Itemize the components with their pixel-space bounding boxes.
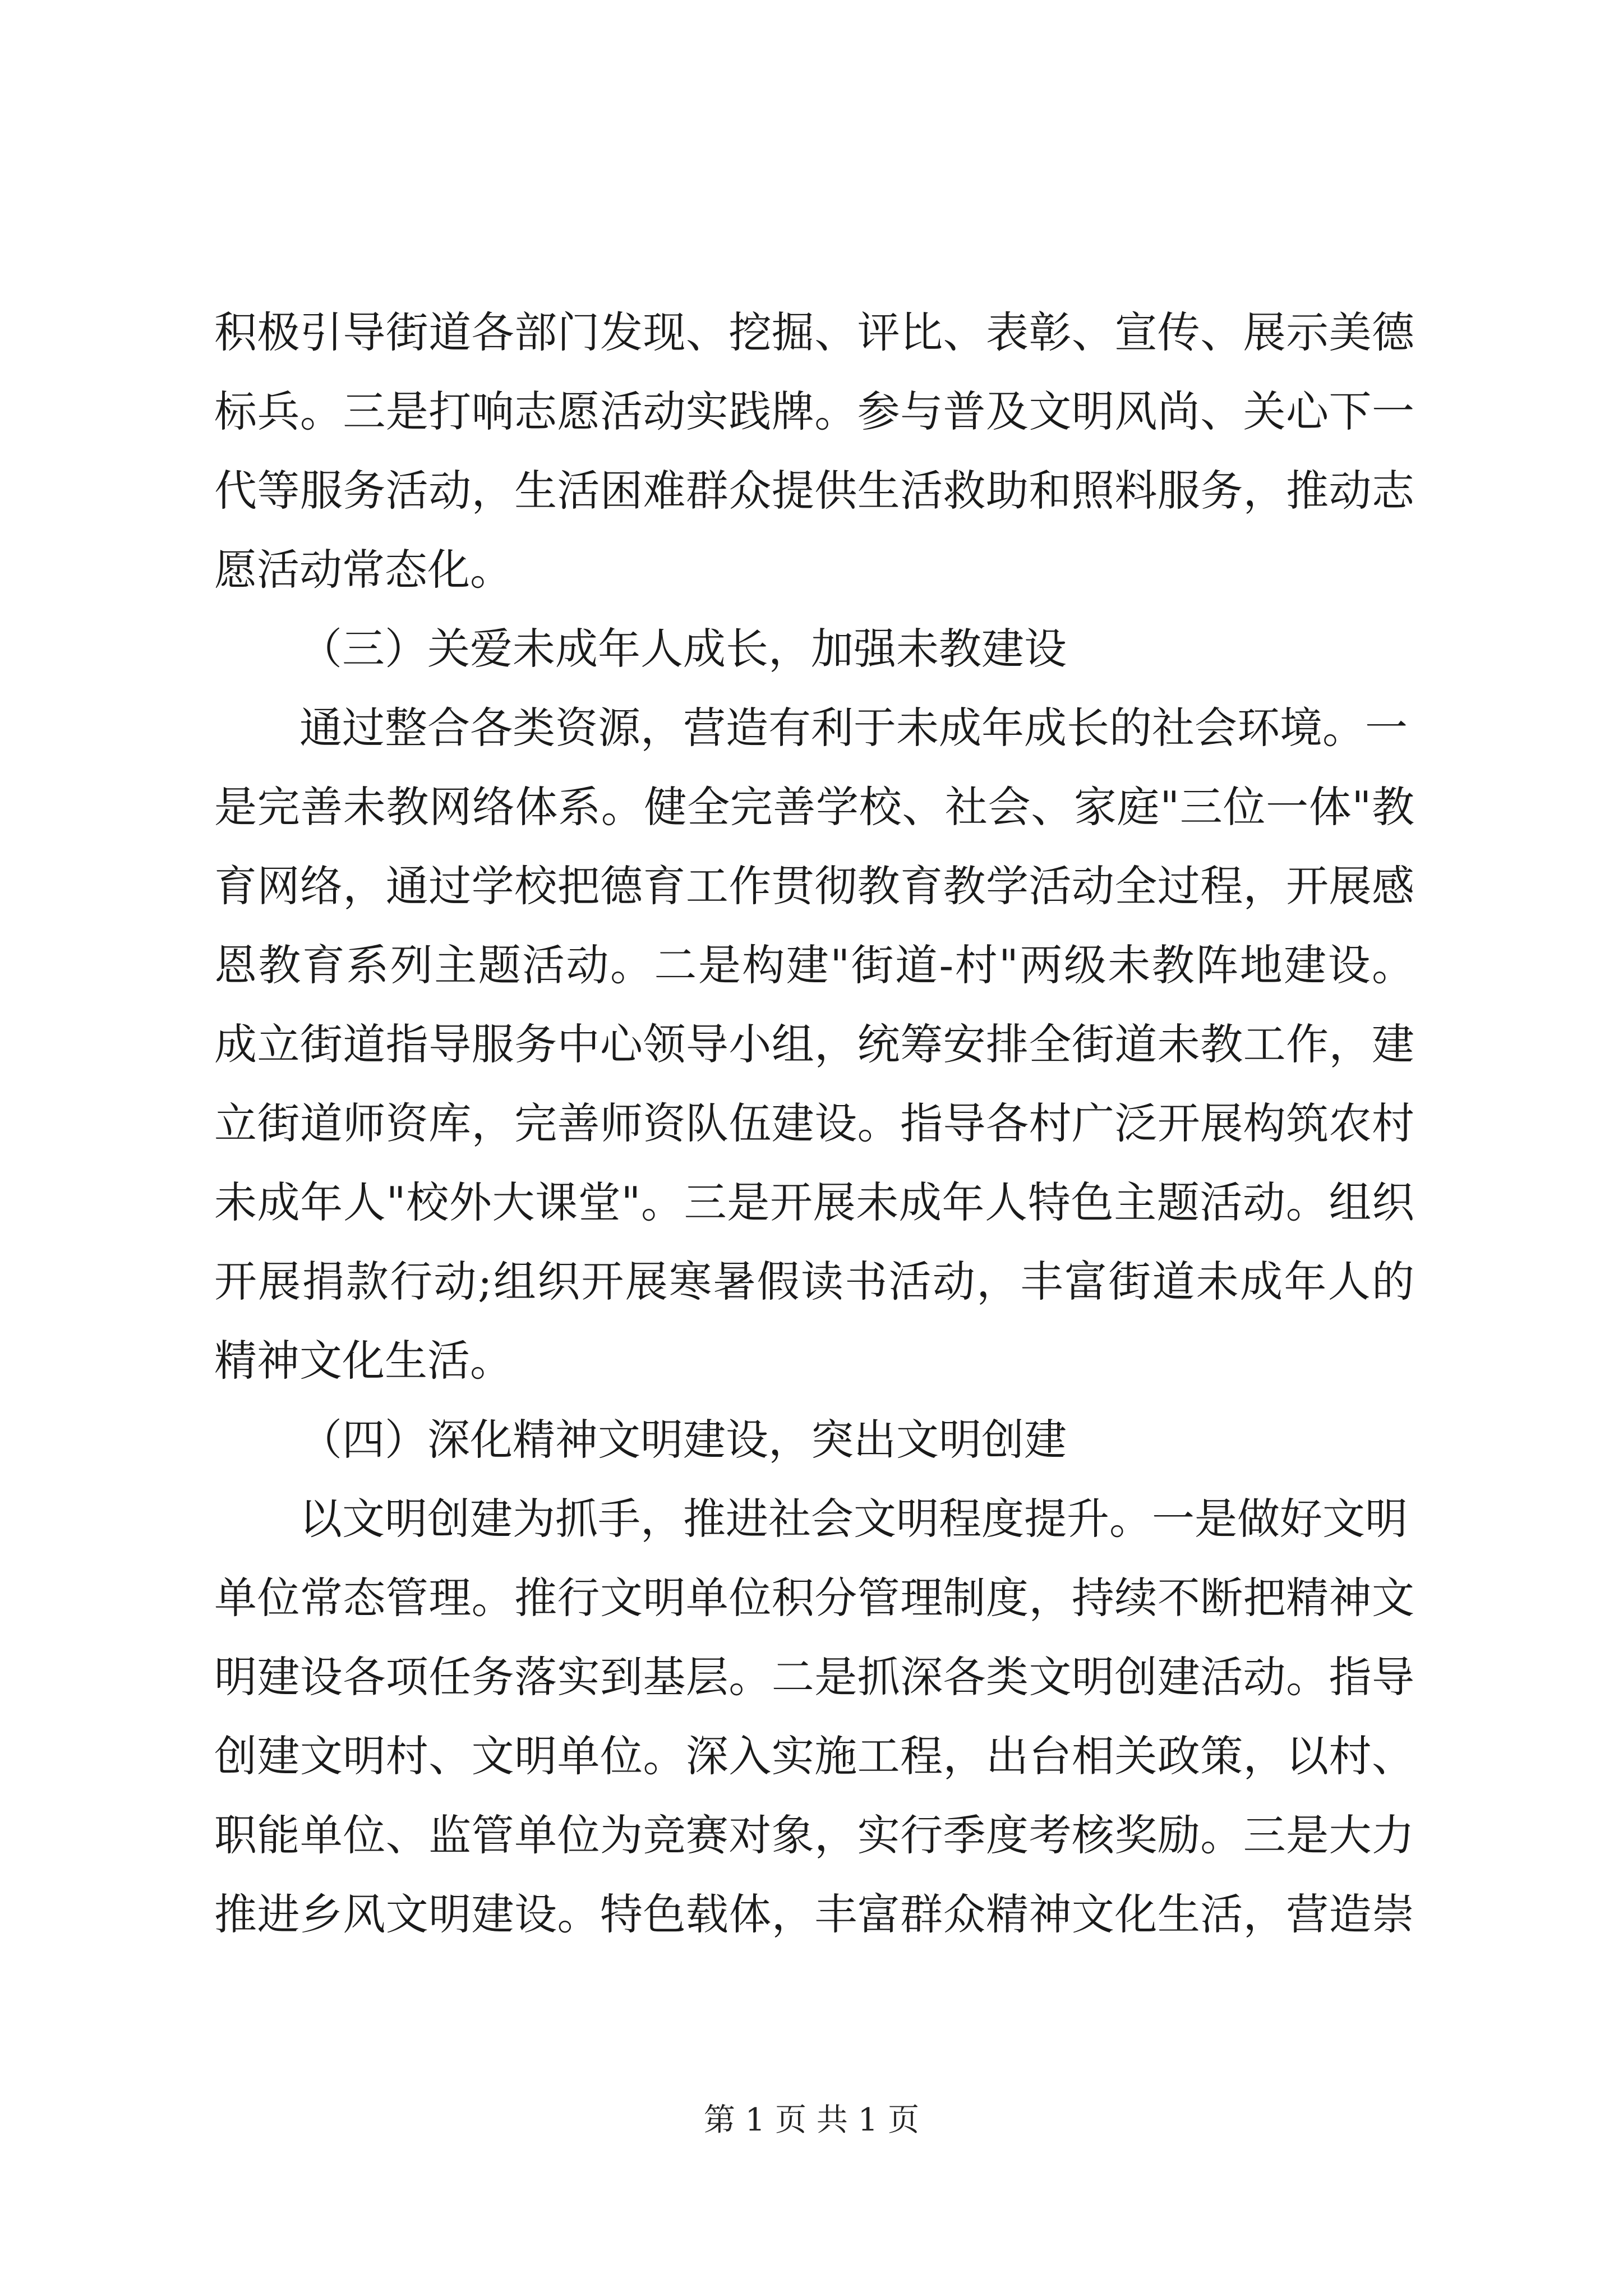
body-line: 恩教育系列主题活动。二是构建"街道-村"两级未教阵地建设。 [214, 940, 1414, 990]
body-line: 积极引导街道各部门发现、挖掘、评比、表彰、宣传、展示美德 [214, 307, 1414, 357]
body-line: 创建文明村、文明单位。深入实施工程，出台相关政策，以村、 [214, 1731, 1414, 1781]
body-line: 精神文化生活。 [214, 1336, 513, 1386]
body-line: 育网络，通过学校把德育工作贯彻教育教学活动全过程，开展感 [214, 861, 1414, 911]
section-heading: （三）关爱未成年人成长，加强未教建设 [299, 624, 1067, 674]
paragraph-first-line: 以文明创建为抓手，推进社会文明程度提升。一是做好文明 [299, 1494, 1408, 1544]
body-line: 立街道师资库，完善师资队伍建设。指导各村广泛开展构筑农村 [214, 1098, 1414, 1148]
body-line: 职能单位、监管单位为竞赛对象，实行季度考核奖励。三是大力 [214, 1810, 1414, 1860]
body-line: 推进乡风文明建设。特色载体，丰富群众精神文化生活，营造崇 [214, 1889, 1414, 1939]
body-line: 单位常态管理。推行文明单位积分管理制度，持续不断把精神文 [214, 1573, 1414, 1623]
body-line: 开展捐款行动;组织开展寒暑假读书活动，丰富街道未成年人的 [214, 1257, 1414, 1306]
body-line: 代等服务活动，生活困难群众提供生活救助和照料服务，推动志 [214, 466, 1414, 516]
page-number-label: 第 1 页 共 1 页 [703, 2102, 920, 2138]
page-footer [0, 2101, 1623, 2140]
body-line: 愿活动常态化。 [214, 545, 513, 595]
paragraph-first-line: 通过整合各类资源，营造有利于未成年成长的社会环境。一 [299, 703, 1408, 753]
body-line: 是完善未教网络体系。健全完善学校、社会、家庭"三位一体"教 [214, 782, 1414, 832]
document-body [214, 293, 1414, 1954]
body-line: 明建设各项任务落实到基层。二是抓深各类文明创建活动。指导 [214, 1652, 1414, 1702]
body-line: 成立街道指导服务中心领导小组，统筹安排全街道未教工作，建 [214, 1019, 1414, 1069]
body-line: 标兵。三是打响志愿活动实践牌。参与普及文明风尚、关心下一 [214, 386, 1414, 436]
body-line: 未成年人"校外大课堂"。三是开展未成年人特色主题活动。组织 [214, 1177, 1414, 1227]
section-heading: （四）深化精神文明建设，突出文明创建 [299, 1415, 1067, 1465]
